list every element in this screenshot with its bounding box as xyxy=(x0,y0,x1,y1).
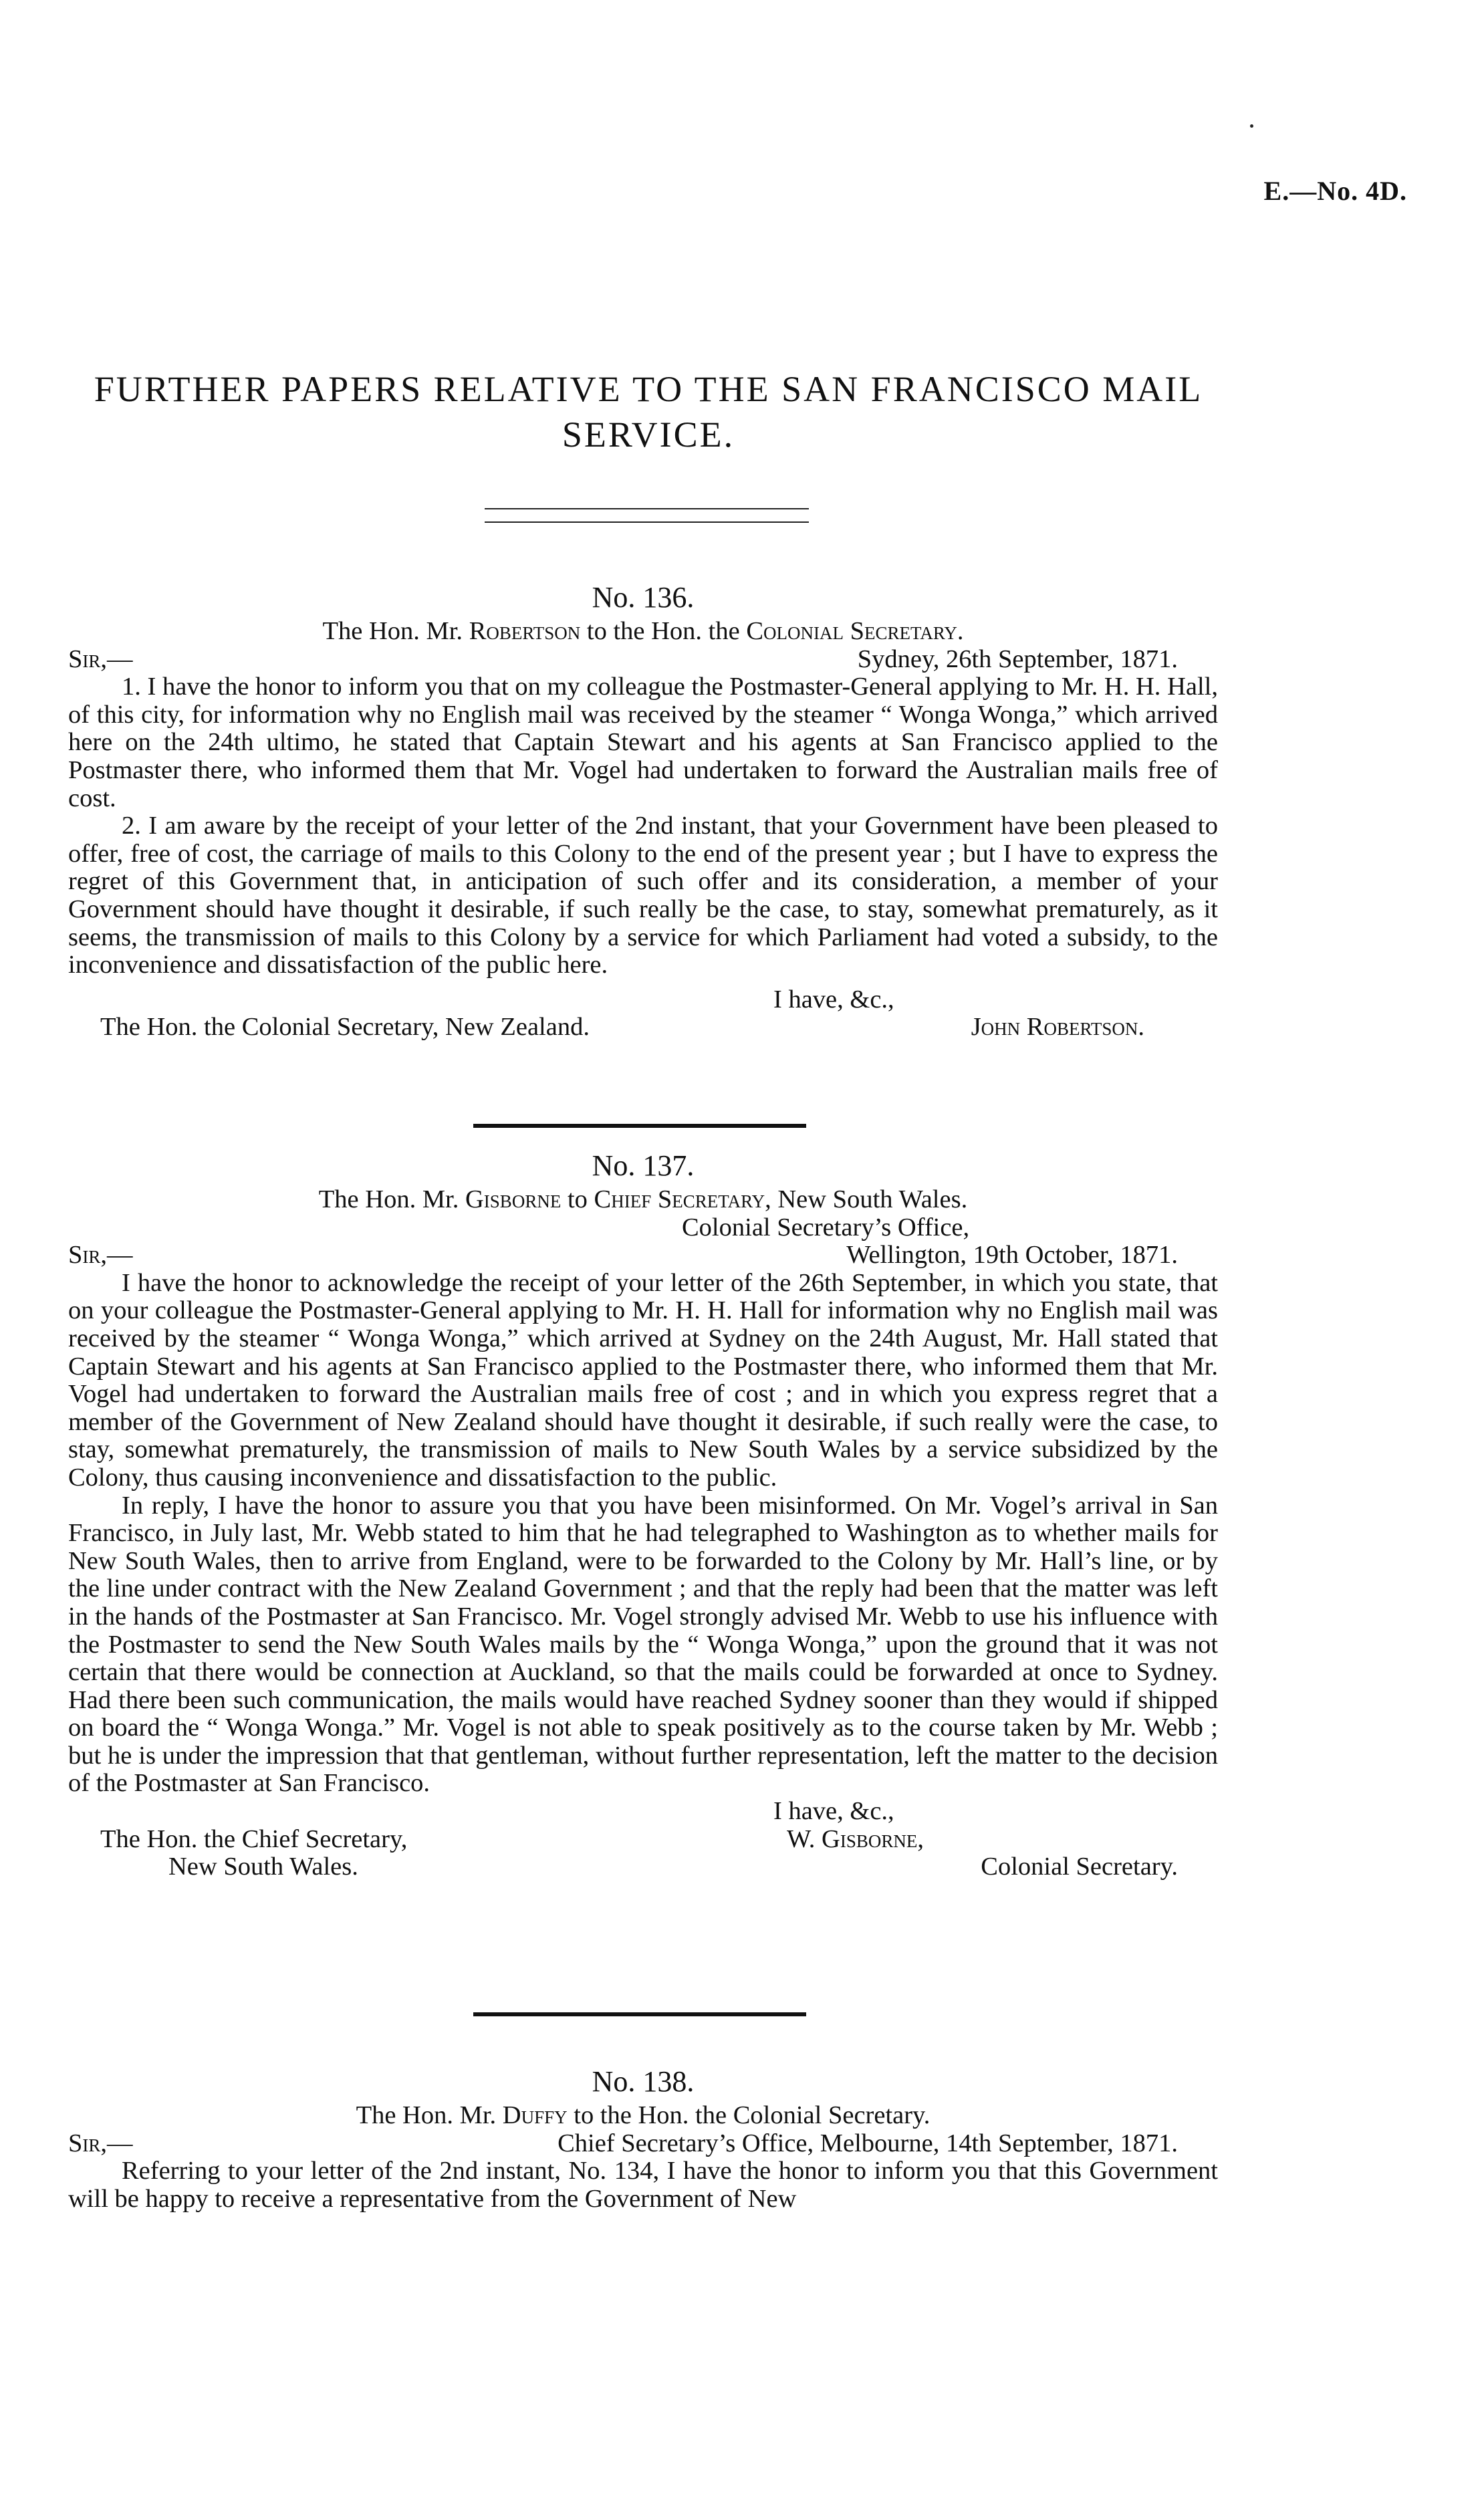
letter-number: No. 137. xyxy=(592,1149,695,1182)
letter-sender: Gisborne xyxy=(465,1185,562,1213)
letter-sender: Robertson xyxy=(469,617,581,645)
letter-137 xyxy=(68,1149,1218,1881)
addressee: The Hon. the Chief Secretary, xyxy=(100,1824,408,1853)
letter-recipient: Chief Secretary, xyxy=(594,1185,771,1213)
signature-row xyxy=(68,1014,1218,1042)
section-divider xyxy=(473,2012,806,2016)
signature: John Robertson. xyxy=(971,1013,1144,1042)
dateline: Wellington, 19th October, 1871. xyxy=(846,1241,1178,1270)
closing: I have, &c., xyxy=(773,1797,894,1826)
paragraph: In reply, I have the honor to assure you that you have been misinformed. On Mr. Vogel’s arrival in San Francisco, in July last, Mr. Webb stated to him that he had telegraphed to Washington as to whether mails for New South Wales, then to arrive from England, were to be forwarded to the Colony by Mr. Hall’s line, or by the line under contract with the New Zealand Government ; and that the reply had been that the matter was left in the hands of the Postmaster at San Francisco. Mr. Vogel strongly advised Mr. Webb to use his influence with the Postmaster to send the New South Wales mails by the “ Wonga Wonga,” upon the ground that it was not certain that there would be connection at Auckland, so that the mails could be forwarded at once to Sydney. Had there been such communication, the mails would have reached Sydney sooner than they would if shipped on board the “ Wonga Wonga.” Mr. Vogel is not able to speak positively as to the course taken by Mr. Webb ; but he is under the impression that that gentleman, without further representation, left the matter to the decision of the Postmaster at San Francisco. xyxy=(68,1491,1218,1798)
signature: W. Gisborne, xyxy=(787,1824,924,1853)
document-reference: E.—No. 4D. xyxy=(1263,176,1407,206)
letter-heading: The Hon. Mr. Robertson to the Hon. the Colonial Secretary. xyxy=(322,617,964,645)
office-line: Colonial Secretary’s Office, xyxy=(682,1213,970,1241)
salutation: Sir,— xyxy=(68,2129,133,2157)
letter-number: No. 138. xyxy=(592,2065,695,2098)
addressee: The Hon. the Colonial Secretary, New Zealand. xyxy=(100,1013,590,1042)
salutation: Sir,— xyxy=(68,1241,133,1270)
letter-recipient: Colonial Secretary. xyxy=(746,617,964,645)
closing: I have, &c., xyxy=(773,985,894,1014)
salutation-row xyxy=(68,1241,1218,1270)
paragraph: 2. I am aware by the receipt of your letter of the 2nd instant, that your Government have been pleased to offer, free of cost, the carriage of mails to this Colony to the end of the present year ; but I have to express the regret of this Government that, in anticipation of such offer and its consideration, a member of your Government should have thought it desirable, if such really be the case, to stay, somewhat prematurely, as it seems, the transmission of mails to this Colony by a service for which Parliament had voted a subsidy, to the inconvenience and dissatisfaction of the public here. xyxy=(68,812,1218,979)
paragraph: I have the honor to acknowledge the receipt of your letter of the 26th September, in which you state, that on your colleague the Postmaster-General applying to Mr. H. H. Hall for information why no English mail was received by the steamer “ Wonga Wonga,” which arrived at Sydney on the 24th August, Mr. Hall stated that Captain Stewart and his agents at San Francisco applied to the Postmaster there, who informed them that Mr. Vogel had undertaken to forward the Australian mails free of cost ; and in which you express regret that a member of the Government of New Zealand should have thought it desirable, if such really were the case, to stay, somewhat prematurely, the transmission of mails to New South Wales by a service subsidized by the Colony, thus causing inconvenience and dissatisfaction to the public. xyxy=(68,1268,1218,1492)
letter-sender: Duffy xyxy=(502,2101,568,2129)
dateline: Chief Secretary’s Office, Melbourne, 14th September, 1871. xyxy=(558,2129,1178,2157)
dateline: Sydney, 26th September, 1871. xyxy=(857,644,1178,673)
letter-number: No. 136. xyxy=(592,581,695,614)
section-divider xyxy=(473,1124,806,1128)
addressee-location: New South Wales. xyxy=(168,1853,358,1881)
signature-row xyxy=(68,1826,1218,1854)
title-divider xyxy=(485,508,809,523)
paragraph: 1. I have the honor to inform you that on my colleague the Postmaster-General applying to Mr. H. H. Hall, of this city, for information why no English mail was received by the steamer “ Wonga Wonga,” which arrived here on the 24th ultimo, he stated that Captain Stewart and his agents at San Francisco applied to the Postmaster there, who informed them that Mr. Vogel had undertaken to forward the Australian mails free of cost. xyxy=(68,673,1218,812)
letter-138 xyxy=(68,2064,1218,2213)
letter-heading: The Hon. Mr. Duffy to the Hon. the Colonial Secretary. xyxy=(356,2101,931,2129)
salutation: Sir,— xyxy=(68,644,133,673)
signature-title: Colonial Secretary. xyxy=(981,1853,1178,1881)
salutation-row xyxy=(68,2130,1218,2158)
salutation-row xyxy=(68,646,1218,674)
margin-mark xyxy=(1250,124,1253,128)
letter-heading: The Hon. Mr. Gisborne to Chief Secretary, New South Wales. xyxy=(318,1185,968,1213)
paragraph: Referring to your letter of the 2nd instant, No. 134, I have the honor to inform you that this Government will be happy to receive a representative from the Government of New xyxy=(68,2157,1218,2213)
document-title: FURTHER PAPERS RELATIVE TO THE SAN FRANCISCO MAIL SERVICE. xyxy=(94,369,1203,455)
signature-row-2 xyxy=(68,1853,1218,1881)
letter-136 xyxy=(68,580,1218,1042)
